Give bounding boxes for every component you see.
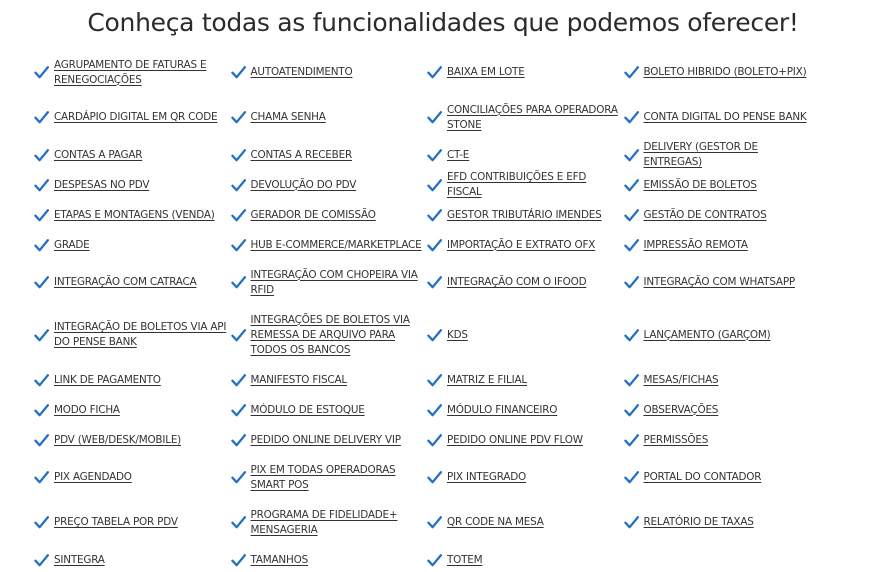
feature-item (231, 95, 428, 140)
feature-link[interactable]: GESTOR TRIBUTÁRIO IMENDES (447, 208, 602, 221)
check-icon (231, 400, 251, 420)
feature-link[interactable]: ETAPAS E MONTAGENS (VENDA) (54, 208, 215, 221)
check-icon (34, 468, 54, 488)
check-icon (231, 145, 251, 165)
check-icon (34, 205, 54, 225)
feature-link[interactable]: RELATÓRIO DE TAXAS (643, 516, 754, 528)
check-icon (34, 550, 54, 570)
feature-item (34, 425, 231, 455)
feature-link[interactable]: QR CODE NA MESA (447, 516, 544, 528)
check-icon (34, 400, 54, 420)
check-icon (231, 430, 251, 450)
check-icon (624, 108, 644, 128)
check-icon (231, 235, 251, 255)
feature-item (427, 260, 624, 305)
check-icon (427, 175, 447, 195)
check-icon (624, 145, 644, 165)
feature-item (231, 500, 428, 545)
check-icon (427, 468, 447, 488)
feature-link[interactable]: MATRIZ E FILIAL (447, 373, 527, 386)
check-icon (624, 513, 644, 533)
feature-item (427, 200, 624, 230)
feature-link[interactable]: INTEGRAÇÃO COM CHOPEIRA VIA RFID (250, 268, 418, 296)
feature-item (427, 170, 624, 200)
feature-item (34, 365, 231, 395)
check-icon (34, 513, 54, 533)
feature-link[interactable]: INTEGRAÇÃO COM O IFOOD (447, 276, 587, 288)
feature-link[interactable]: GESTÃO DE CONTRATOS (643, 208, 767, 221)
feature-link[interactable]: EMISSÃO DE BOLETOS (643, 178, 757, 191)
feature-link[interactable]: EFD CONTRIBUIÇÕES E EFD FISCAL (447, 171, 587, 198)
feature-link[interactable]: IMPRESSÃO REMOTA (643, 238, 748, 251)
feature-link[interactable]: PREÇO TABELA POR PDV (54, 516, 178, 528)
feature-link[interactable]: INTEGRAÇÃO COM CATRACA (54, 276, 197, 288)
feature-item (624, 170, 821, 200)
feature-link[interactable]: PROGRAMA DE FIDELIDADE+ MENSAGERIA (250, 508, 398, 536)
feature-item (34, 95, 231, 140)
feature-item (34, 200, 231, 230)
feature-link[interactable]: MANIFESTO FISCAL (250, 373, 347, 386)
feature-item (427, 365, 624, 395)
feature-item (624, 140, 821, 170)
feature-item (624, 95, 821, 140)
check-icon (427, 235, 447, 255)
feature-item (427, 140, 624, 170)
feature-item (231, 455, 428, 500)
feature-item (427, 230, 624, 260)
check-icon (34, 370, 54, 390)
feature-link[interactable]: PEDIDO ONLINE DELIVERY VIP (250, 433, 401, 446)
feature-item (624, 305, 821, 365)
feature-item (34, 260, 231, 305)
check-icon (427, 63, 447, 83)
check-icon (427, 550, 447, 570)
feature-item (624, 545, 821, 572)
feature-link[interactable]: HUB E-COMMERCE/MARKETPLACE (250, 238, 422, 251)
check-icon (624, 205, 644, 225)
feature-link[interactable]: PIX INTEGRADO (447, 471, 527, 483)
check-icon (624, 63, 644, 83)
feature-link[interactable]: AGRUPAMENTO DE FATURAS E RENEGOCIAÇÕES (54, 58, 207, 86)
page-title: Conheça todas as funcionalidades que podemos oferecer! (87, 8, 799, 37)
feature-link[interactable]: CONTA DIGITAL DO PENSE BANK (643, 111, 807, 123)
feature-item (624, 500, 821, 545)
feature-link[interactable]: PERMISSÕES (643, 433, 709, 446)
check-icon (34, 325, 54, 345)
feature-link[interactable]: INTEGRAÇÕES DE BOLETOS VIA REMESSA DE ARQUIVO PARA TODOS OS BANCOS (250, 313, 410, 356)
feature-item (34, 305, 231, 365)
feature-item (427, 500, 624, 545)
feature-link[interactable]: DEVOLUÇÃO DO PDV (250, 178, 357, 191)
feature-link[interactable]: INTEGRAÇÃO COM WHATSAPP (643, 276, 795, 288)
feature-link[interactable]: MODO FICHA (54, 403, 120, 416)
check-icon (231, 468, 251, 488)
check-icon (427, 400, 447, 420)
feature-link[interactable]: LINK DE PAGAMENTO (54, 373, 161, 386)
feature-grid (34, 50, 854, 572)
feature-link[interactable]: PIX AGENDADO (54, 471, 132, 483)
feature-item (624, 260, 821, 305)
check-icon (624, 430, 644, 450)
feature-item (427, 395, 624, 425)
check-icon (34, 175, 54, 195)
feature-item (231, 545, 428, 572)
feature-item (34, 500, 231, 545)
feature-item (231, 170, 428, 200)
check-icon (34, 235, 54, 255)
feature-link[interactable]: AUTOATENDIMENTO (250, 66, 353, 78)
feature-item (624, 395, 821, 425)
feature-item (427, 305, 624, 365)
feature-item (231, 200, 428, 230)
feature-item (624, 455, 821, 500)
check-icon (231, 273, 251, 293)
check-icon (34, 63, 54, 83)
feature-link[interactable]: MESAS/FICHAS (643, 373, 719, 386)
feature-item (34, 140, 231, 170)
check-icon (34, 273, 54, 293)
feature-item (231, 230, 428, 260)
check-icon (231, 63, 251, 83)
check-icon (427, 325, 447, 345)
feature-item (624, 425, 821, 455)
feature-item (231, 140, 428, 170)
feature-link[interactable]: LANÇAMENTO (GARÇOM) (643, 328, 771, 341)
check-icon (231, 370, 251, 390)
feature-item (231, 50, 428, 95)
feature-item (231, 365, 428, 395)
feature-item (34, 455, 231, 500)
check-icon (427, 273, 447, 293)
feature-item (34, 50, 231, 95)
feature-item (427, 50, 624, 95)
check-icon (427, 370, 447, 390)
check-icon (34, 430, 54, 450)
feature-item (624, 200, 821, 230)
check-icon (427, 513, 447, 533)
feature-item (34, 170, 231, 200)
feature-item (34, 230, 231, 260)
feature-link[interactable]: OBSERVAÇÕES (643, 403, 719, 416)
check-icon (624, 468, 644, 488)
check-icon (624, 175, 644, 195)
check-icon (231, 513, 251, 533)
check-icon (34, 108, 54, 128)
check-icon (624, 325, 644, 345)
feature-item (231, 425, 428, 455)
check-icon (624, 273, 644, 293)
feature-link[interactable]: MÓDULO DE ESTOQUE (250, 403, 365, 416)
feature-item (624, 365, 821, 395)
feature-link[interactable]: IMPORTAÇÃO E EXTRATO OFX (447, 238, 596, 251)
feature-item (427, 455, 624, 500)
check-icon (427, 205, 447, 225)
feature-item (34, 545, 231, 572)
feature-item (624, 50, 821, 95)
feature-item (427, 95, 624, 140)
feature-link[interactable]: GERADOR DE COMISSÃO (250, 208, 376, 221)
feature-link[interactable]: PIX EM TODAS OPERADORAS SMART POS (250, 463, 396, 491)
feature-link[interactable]: KDS (447, 328, 468, 341)
feature-link[interactable]: CONTAS A PAGAR (54, 148, 143, 161)
feature-link[interactable]: BAIXA EM LOTE (447, 66, 525, 78)
check-icon (34, 145, 54, 165)
feature-item (427, 545, 624, 572)
check-icon (231, 550, 251, 570)
feature-link[interactable]: PDV (WEB/DESK/MOBILE) (54, 433, 182, 446)
feature-link[interactable]: PEDIDO ONLINE PDV FLOW (447, 433, 583, 446)
check-icon (624, 370, 644, 390)
check-icon (427, 108, 447, 128)
feature-link[interactable]: DELIVERY (GESTOR DE ENTREGAS) (643, 141, 758, 168)
check-icon (231, 205, 251, 225)
check-icon (624, 400, 644, 420)
feature-item (231, 305, 428, 365)
feature-link[interactable]: CT-E (447, 148, 470, 161)
feature-link[interactable]: GRADE (54, 238, 90, 251)
feature-link[interactable]: MÓDULO FINANCEIRO (447, 403, 558, 416)
check-icon (231, 108, 251, 128)
check-icon (231, 175, 251, 195)
feature-link[interactable]: BOLETO HIBRIDO (BOLETO+PIX) (643, 66, 807, 78)
feature-item (231, 260, 428, 305)
feature-link[interactable]: SINTEGRA (54, 553, 105, 566)
feature-link[interactable]: CONCILIAÇÕES PARA OPERADORA STONE (447, 103, 618, 131)
check-icon (624, 235, 644, 255)
check-icon (427, 430, 447, 450)
feature-link[interactable]: CHAMA SENHA (250, 111, 326, 123)
feature-item (231, 395, 428, 425)
feature-link[interactable]: INTEGRAÇÃO DE BOLETOS VIA API DO PENSE BANK (54, 321, 227, 348)
feature-link[interactable]: TOTEM (447, 553, 483, 566)
check-icon (427, 145, 447, 165)
feature-link[interactable]: CONTAS A RECEBER (250, 148, 352, 161)
feature-link[interactable]: DESPESAS NO PDV (54, 178, 150, 191)
feature-link[interactable]: TAMANHOS (250, 553, 308, 566)
check-icon (231, 325, 251, 345)
feature-item (34, 395, 231, 425)
feature-item (427, 425, 624, 455)
feature-link[interactable]: CARDÁPIO DIGITAL EM QR CODE (54, 111, 218, 123)
feature-item (624, 230, 821, 260)
feature-link[interactable]: PORTAL DO CONTADOR (643, 471, 762, 483)
